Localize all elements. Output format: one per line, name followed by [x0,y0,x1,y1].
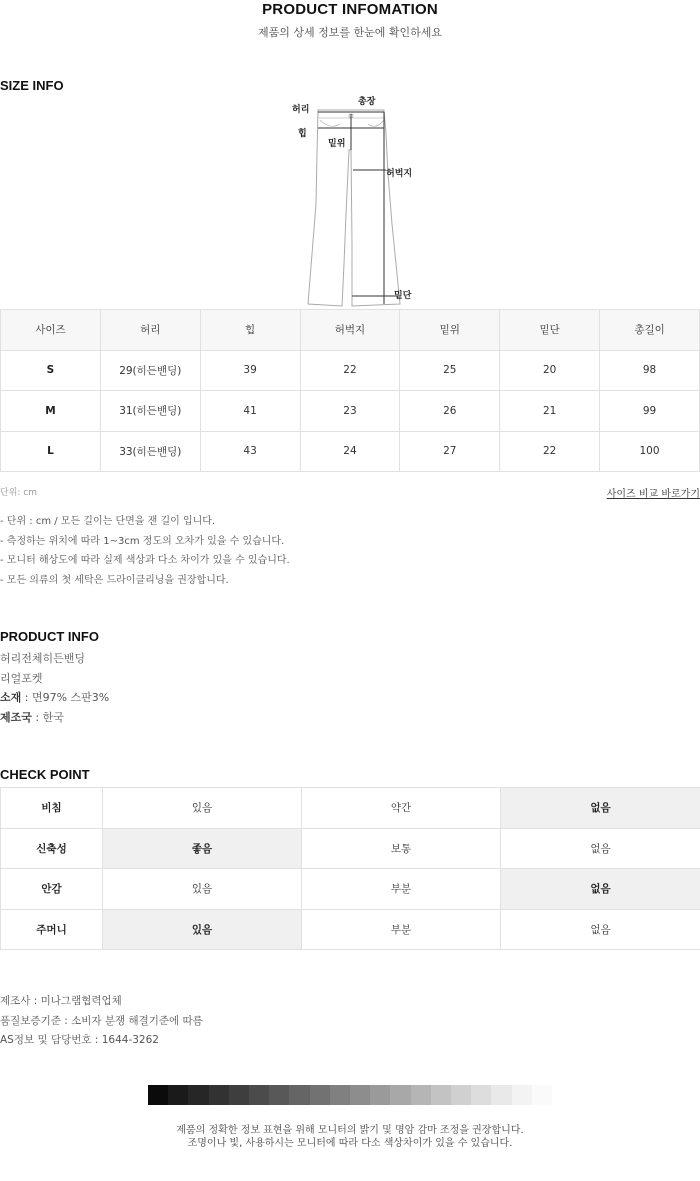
table-row [1,391,700,432]
product-feature: 허리전체히든밴딩 [0,652,86,665]
grayscale-swatch [269,1085,289,1105]
check-option: 없음 [501,828,700,869]
grayscale-swatch [148,1085,168,1105]
product-info-title: PRODUCT INFO [0,629,99,644]
table-cell: 41 [200,391,300,432]
grayscale-swatch [330,1085,350,1105]
table-cell: 20 [500,350,600,391]
table-cell: 22 [500,431,600,472]
product-feature: 리얼포켓 [0,671,43,685]
check-option: 있음 [103,869,302,910]
table-cell: 33(히든밴딩) [100,431,200,472]
size-table-header: 사이즈 [1,310,101,351]
check-option-selected: 없음 [501,788,700,829]
origin-label: 제조국 [0,710,32,724]
note-line: - 모든 의류의 첫 세탁은 드라이클리닝을 권장합니다. [0,574,229,586]
check-row-lining [1,869,700,910]
maker-line: 제조사 : 미나그램협력업체 [0,995,122,1007]
diagram-label-thigh: 허벅지 [386,169,413,179]
size-table-header: 밑단 [500,310,600,351]
page-subtitle: 제품의 상세 정보를 한눈에 확인하세요 [257,26,442,39]
table-row [1,431,700,472]
check-label: 신축성 [1,828,103,869]
note-line: - 단위 : cm / 모든 길이는 단면을 잰 길이 입니다. [0,516,216,527]
diagram-label-waist: 허리 [292,105,310,115]
company-info [0,993,203,1052]
note-line: - 모니터 해상도에 따라 실제 색상과 다소 차이가 있을 수 있습니다. [0,555,290,566]
material-value: : 면97% 스판3% [21,691,110,705]
size-table-header: 힙 [200,310,300,351]
check-point-title: CHECK POINT [0,767,90,782]
diagram-label-total-length: 총장 [358,97,376,107]
check-option: 약간 [302,788,501,829]
table-cell: 43 [200,431,300,472]
grayscale-swatch [310,1085,330,1105]
check-option: 부분 [302,869,501,910]
monitor-notice-line: 조명이나 빛, 사용하시는 모니터에 따라 다소 색상차이가 있을 수 있습니다. [187,1138,513,1149]
check-row-sheerness [1,788,700,829]
size-table-header: 밑위 [400,310,500,351]
monitor-notice [0,1124,700,1150]
table-cell: 27 [400,431,500,472]
check-option-selected: 좋음 [103,828,302,869]
size-label: M [1,391,101,432]
grayscale-swatch [209,1085,229,1105]
warranty-line: 품질보증기준 : 소비자 분쟁 해결기준에 따름 [0,1014,203,1027]
size-table-header: 총길이 [600,310,700,351]
grayscale-swatch [289,1085,309,1105]
grayscale-swatch [431,1085,451,1105]
origin-value: : 한국 [31,710,64,724]
table-cell: 26 [400,391,500,432]
grayscale-swatch [451,1085,471,1105]
grayscale-swatch [491,1085,511,1105]
grayscale-swatch [390,1085,410,1105]
grayscale-swatch [168,1085,188,1105]
as-contact-line: AS정보 및 담당번호 : 1644-3262 [0,1034,159,1047]
check-row-pocket [1,909,700,950]
table-cell: 99 [600,391,700,432]
diagram-label-hem: 밑단 [394,291,412,301]
size-table-header: 허리 [100,310,200,351]
table-cell: 39 [200,350,300,391]
table-cell: 23 [300,391,400,432]
grayscale-swatch [532,1085,552,1105]
check-row-stretch [1,828,700,869]
note-line: - 측정하는 위치에 따라 1~3cm 정도의 오차가 있을 수 있습니다. [0,535,285,547]
table-cell: 22 [300,350,400,391]
grayscale-swatch [471,1085,491,1105]
product-info-list [0,650,109,728]
origin-line [0,709,109,729]
size-table-header-row [1,310,700,351]
check-point-table [0,787,700,950]
size-label: L [1,431,101,472]
grayscale-swatch [370,1085,390,1105]
grayscale-swatch [350,1085,370,1105]
monitor-notice-line: 제품의 정확한 정보 표현을 위해 모니터의 밝기 및 명암 감마 조정을 권장합니다. [176,1125,524,1136]
size-label: S [1,350,101,391]
material-label: 소재 [0,691,22,705]
grayscale-calibration-bar [148,1085,552,1105]
diagram-label-hip: 힙 [298,129,307,139]
grayscale-swatch [188,1085,208,1105]
size-notes [0,512,290,590]
grayscale-swatch [512,1085,532,1105]
check-label: 안감 [1,869,103,910]
diagram-label-rise: 밑위 [328,139,346,149]
table-cell: 29(히든밴딩) [100,350,200,391]
check-option: 있음 [103,788,302,829]
check-label: 주머니 [1,909,103,950]
unit-note: 단위: cm [0,488,37,498]
size-compare-link[interactable]: 사이즈 비교 바로가기 [606,489,700,500]
table-cell: 21 [500,391,600,432]
page-title: PRODUCT INFOMATION [262,1,438,18]
check-option: 보통 [302,828,501,869]
check-option-selected: 있음 [103,909,302,950]
size-table [0,309,700,472]
table-cell: 100 [600,431,700,472]
material-line [0,689,109,709]
grayscale-swatch [249,1085,269,1105]
size-table-header: 허벅지 [300,310,400,351]
table-cell: 24 [300,431,400,472]
table-row [1,350,700,391]
table-cell: 98 [600,350,700,391]
grayscale-swatch [229,1085,249,1105]
grayscale-swatch [411,1085,431,1105]
size-info-title: SIZE INFO [0,78,64,93]
check-option-selected: 없음 [501,869,700,910]
check-option: 부분 [302,909,501,950]
pants-diagram [280,94,430,310]
table-cell: 25 [400,350,500,391]
check-label: 비침 [1,788,103,829]
check-option: 없음 [501,909,700,950]
table-cell: 31(히든밴딩) [100,391,200,432]
